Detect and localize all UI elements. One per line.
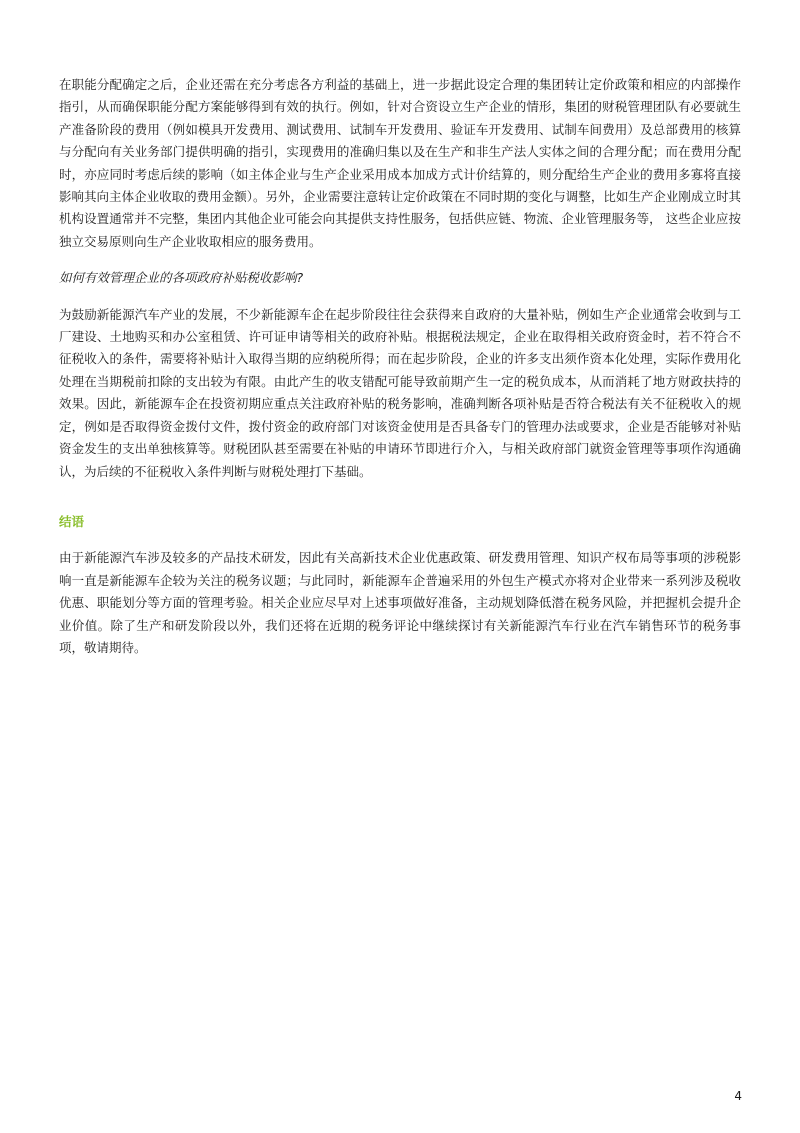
page-number: 4 [734,1089,742,1103]
subsidy-paragraph: 为鼓励新能源汽车产业的发展，不少新能源车企在起步阶段往往会获得来自政府的大量补贴，例如生产企业通常会收到与工厂建设、土地购买和办公室租赁、许可证申请等相关的政府补贴。根据税法规定，企业在取得相关政府资金时，若不符合不征税收入的条件，需要将补贴计入取得当期的应纳税所得；而在起步阶段，企业的许多支出须作资本化处理，实际作费用化处理在当期税前扣除的支出较为有限。由此产生的收支错配可能导致前期产生一定的税负成本，从而消耗了地方财政扶持的效果。因此，新能源车企在投资初期应重点关注政府补贴的税务影响，准确判断各项补贴是否符合税法有关不征税收入的规定，例如是否取得资金拨付文件，拨付资金的政府部门对该资金使用是否具备专门的管理办法或要求，企业是否能够对补贴资金发生的支出单独核算等。财税团队甚至需要在补贴的申请环节即进行介入，与相关政府部门就资金管理等事项作沟通确认，为后续的不征税收入条件判断与财税处理打下基础。 [59,306,741,479]
document-body [59,74,741,659]
conclusion-heading: 结语 [59,513,85,529]
conclusion-paragraph: 由于新能源汽车涉及较多的产品技术研发，因此有关高新技术企业优惠政策、研发费用管理、知识产权布局等事项的涉税影响一直是新能源车企较为关注的税务议题；与此同时，新能源车企普遍采用的外包生产模式亦将对企业带来一系列涉及税收优惠、职能划分等方面的管理考验。相关企业应尽早对上述事项做好准备，主动规划降低潜在税务风险，并把握机会提升企业价值。除了生产和研发阶段以外，我们还将在近期的税务评论中继续探讨有关新能源汽车行业在汽车销售环节的税务事项，敬请期待。 [59,550,741,655]
question-heading: 如何有效管理企业的各项政府补贴税收影响? [59,270,304,286]
spacer [59,533,741,547]
spacer [59,290,741,304]
spacer [59,483,741,511]
spacer [59,253,741,267]
intro-paragraph: 在职能分配确定之后，企业还需在充分考虑各方利益的基础上，进一步据此设定合理的集团转让定价政策和相应的内部操作指引，从而确保职能分配方案能够得到有效的执行。例如，针对合资设立生产企业的情形，集团的财税管理团队有必要就生产准备阶段的费用（例如模具开发费用、测试费用、试制车开发费用、验证车开发费用、试制车间费用）及总部费用的核算与分配向有关业务部门提供明确的指引，实现费用的准确归集以及在生产和非生产法人实体之间的合理分配；而在费用分配时，亦应同时考虑后续的影响（如主体企业与生产企业采用成本加成方式计价结算的，则分配给生产企业的费用多寡将直接影响其向主体企业收取的费用金额）。另外，企业需要注意转让定价政策在不同时期的变化与调整，比如生产企业刚成立时其机构设置通常并不完整，集团内其他企业可能会向其提供支持性服务，包括供应链、物流、企业管理服务等， 这些企业应按独立交易原则向生产企业收取相应的服务费用。 [59,77,741,249]
